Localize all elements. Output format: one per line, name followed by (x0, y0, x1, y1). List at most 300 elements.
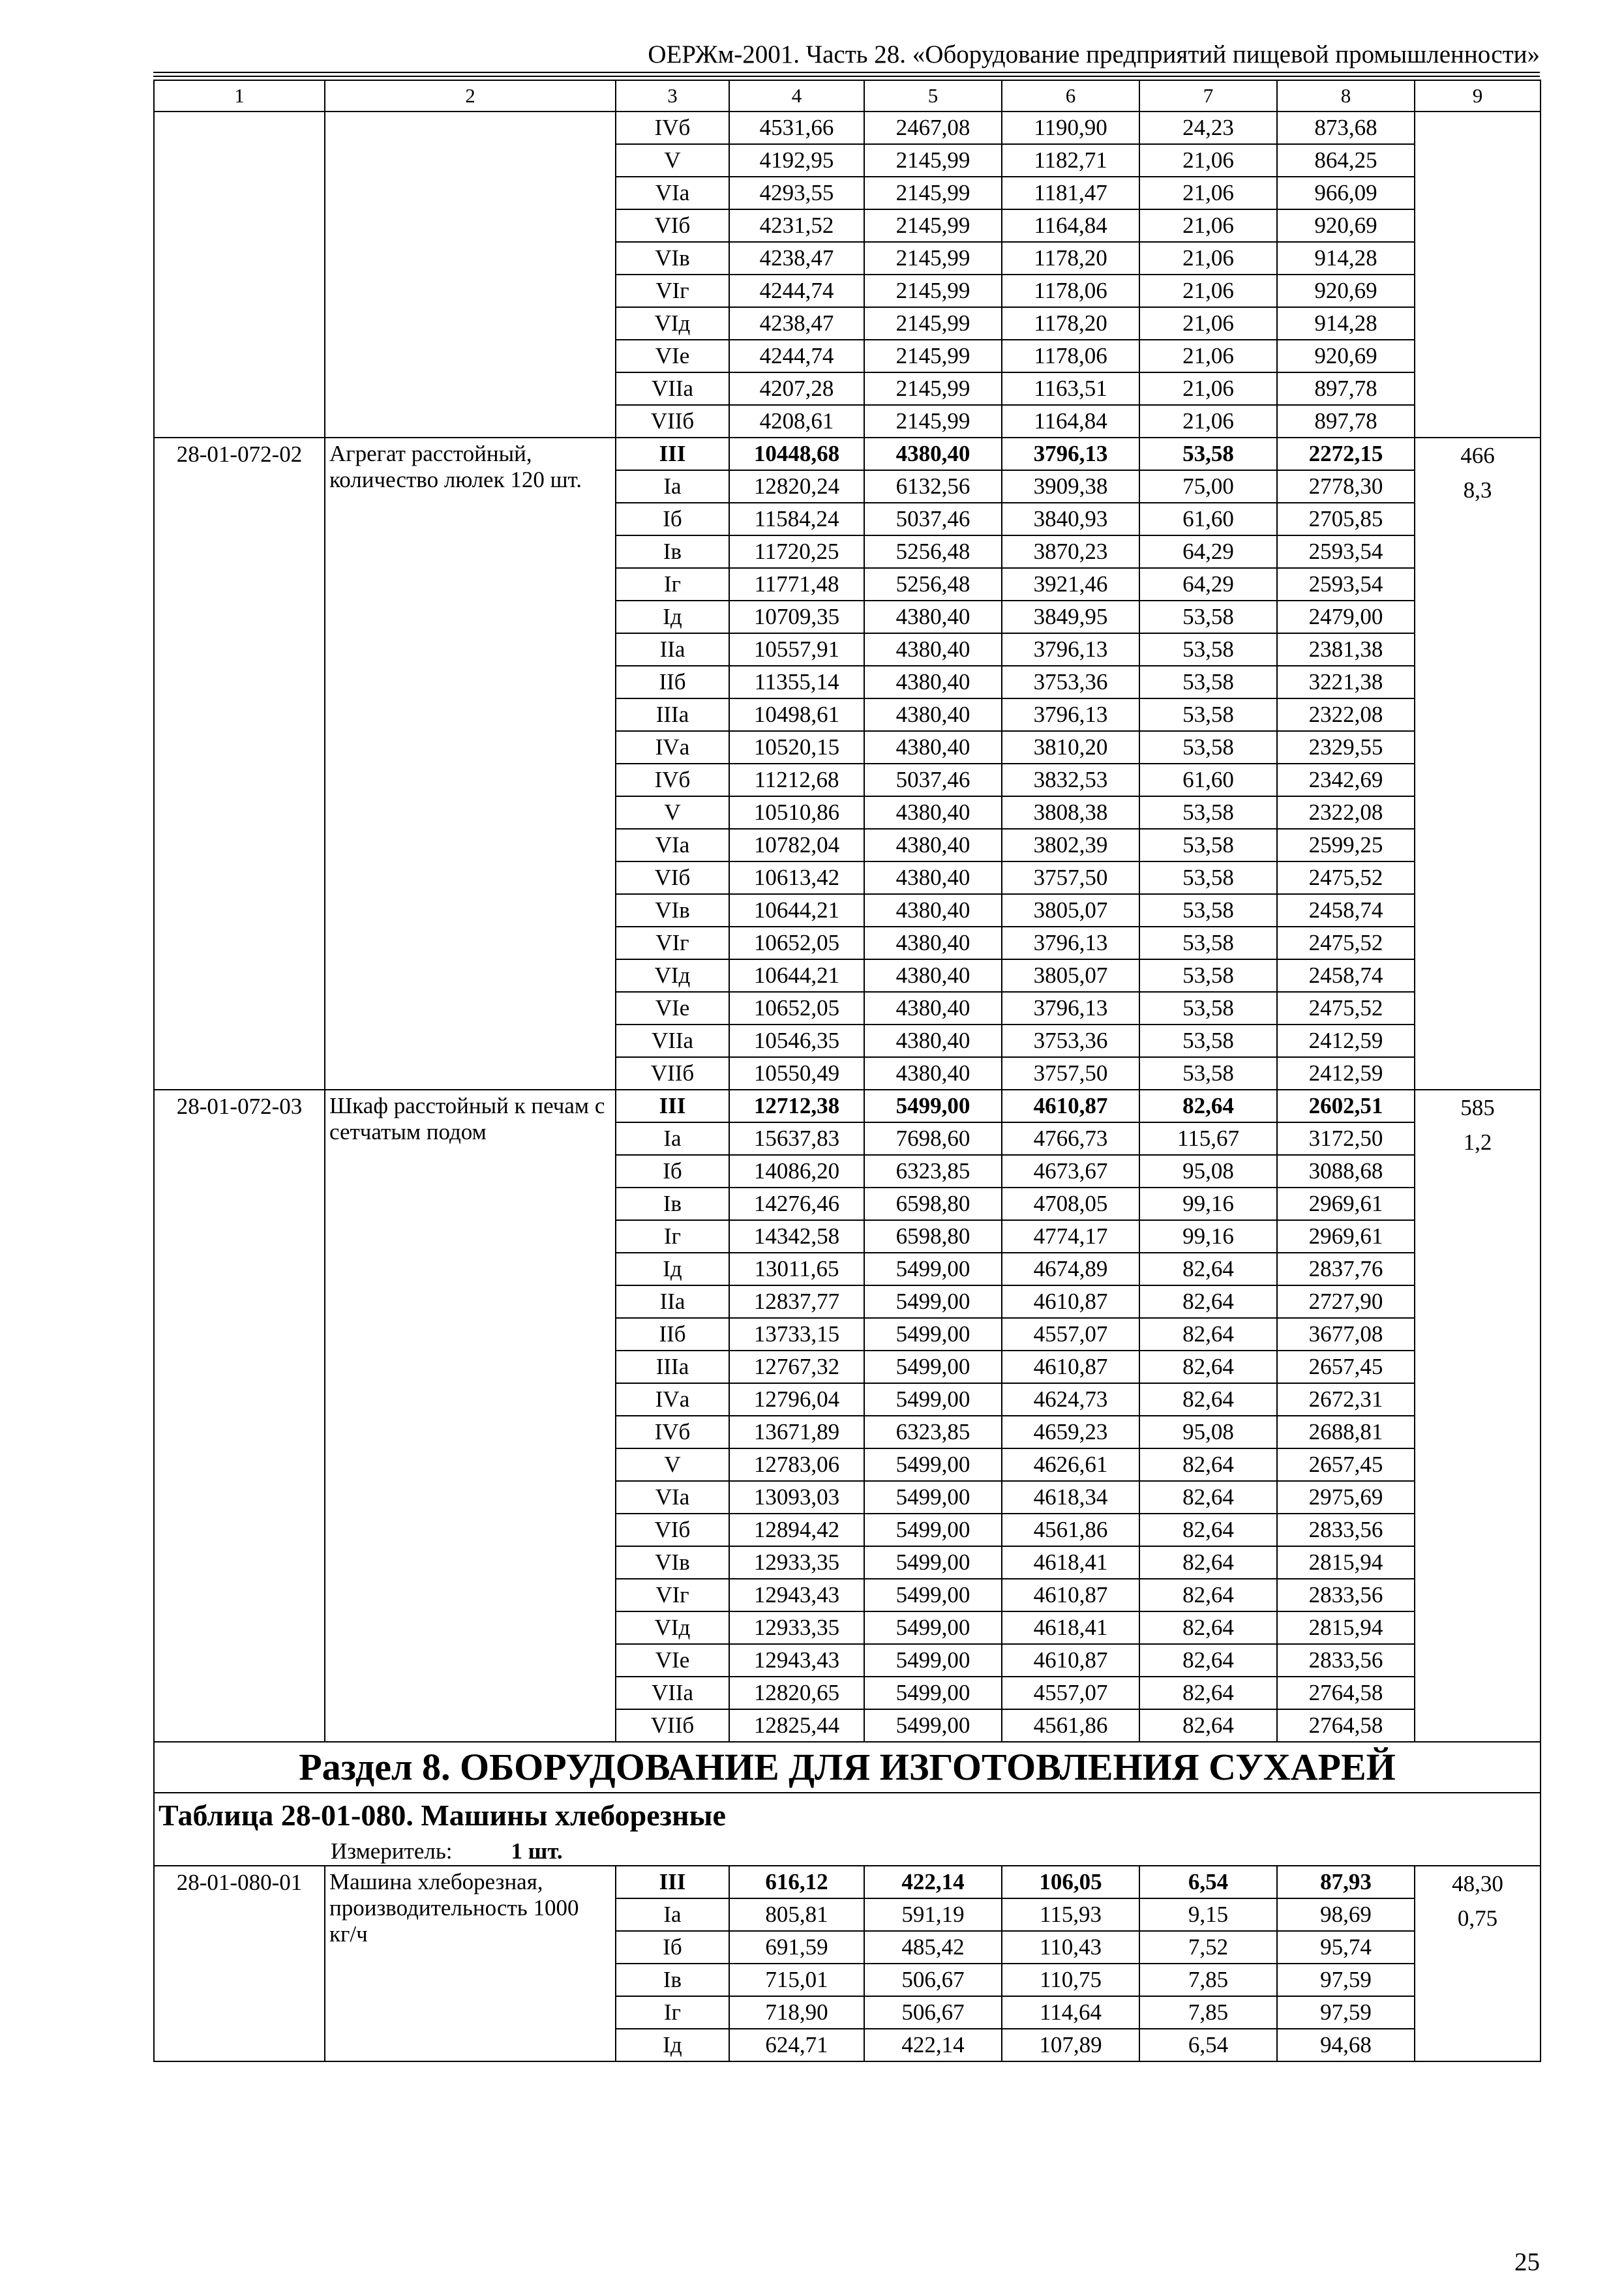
materials-cost: 2458,74 (1277, 959, 1415, 992)
region-zone: VIб (616, 1514, 729, 1546)
machine-cost: 3805,07 (1002, 894, 1139, 927)
materials-cost: 2672,31 (1277, 1383, 1415, 1416)
region-zone: VIIб (616, 405, 729, 438)
total-cost: 12933,35 (729, 1611, 864, 1644)
materials-cost: 920,69 (1277, 275, 1415, 307)
machine-cost: 4618,41 (1002, 1611, 1139, 1644)
header-rule (153, 76, 1540, 77)
total-cost: 14276,46 (729, 1188, 864, 1220)
machine-cost: 3796,13 (1002, 438, 1139, 470)
operator-wage: 115,67 (1139, 1122, 1277, 1155)
total-cost: 10546,35 (729, 1025, 864, 1057)
total-cost: 12820,65 (729, 1677, 864, 1709)
region-zone: Iг (616, 568, 729, 601)
operator-wage: 9,15 (1139, 1898, 1277, 1931)
total-cost: 10498,61 (729, 698, 864, 731)
machine-cost: 3796,13 (1002, 633, 1139, 666)
region-zone: Iд (616, 601, 729, 633)
labor-cost: 591,19 (864, 1898, 1002, 1931)
operator-wage: 21,06 (1139, 405, 1277, 438)
machine-cost: 1163,51 (1002, 372, 1139, 405)
operator-wage: 82,64 (1139, 1253, 1277, 1285)
operator-wage: 82,64 (1139, 1514, 1277, 1546)
total-cost: 12712,38 (729, 1090, 864, 1122)
total-cost: 4293,55 (729, 177, 864, 209)
total-cost: 4192,95 (729, 144, 864, 177)
materials-cost: 873,68 (1277, 112, 1415, 144)
labor-cost: 5499,00 (864, 1579, 1002, 1611)
region-zone: IIб (616, 666, 729, 698)
operator-wage: 82,64 (1139, 1351, 1277, 1383)
column-number: 5 (864, 80, 1002, 112)
total-cost: 12894,42 (729, 1514, 864, 1546)
machine-cost: 3808,38 (1002, 796, 1139, 829)
region-zone: VIг (616, 927, 729, 959)
materials-cost: 94,68 (1277, 2029, 1415, 2061)
region-zone: VIа (616, 177, 729, 209)
item-code (154, 112, 325, 438)
operator-wage: 6,54 (1139, 2029, 1277, 2061)
total-cost: 12796,04 (729, 1383, 864, 1416)
region-zone: Iа (616, 470, 729, 503)
operator-wage: 61,60 (1139, 503, 1277, 535)
machine-cost: 3805,07 (1002, 959, 1139, 992)
total-cost: 10520,15 (729, 731, 864, 764)
operator-wage: 53,58 (1139, 601, 1277, 633)
machine-cost: 1164,84 (1002, 405, 1139, 438)
machine-cost: 1178,06 (1002, 340, 1139, 372)
labor-cost: 5499,00 (864, 1709, 1002, 1742)
materials-cost: 2475,52 (1277, 992, 1415, 1025)
total-cost: 12767,32 (729, 1351, 864, 1383)
machine-cost: 4766,73 (1002, 1122, 1139, 1155)
machine-cost: 3840,93 (1002, 503, 1139, 535)
total-cost: 624,71 (729, 2029, 864, 2061)
meter-value: 1 шт. (511, 1838, 563, 1864)
operator-wage: 53,58 (1139, 829, 1277, 861)
operator-wage: 7,52 (1139, 1931, 1277, 1964)
labor-cost: 6323,85 (864, 1155, 1002, 1188)
table-body (154, 1866, 1541, 2061)
machine-cost: 1181,47 (1002, 177, 1139, 209)
column9-value: 8,3 (1463, 477, 1492, 503)
region-zone: IIа (616, 1285, 729, 1318)
operator-wage: 82,64 (1139, 1644, 1277, 1677)
region-zone: VIв (616, 894, 729, 927)
total-cost: 616,12 (729, 1866, 864, 1898)
materials-cost: 2688,81 (1277, 1416, 1415, 1448)
region-zone: IVб (616, 764, 729, 796)
materials-cost: 2593,54 (1277, 535, 1415, 568)
region-zone: VIв (616, 242, 729, 275)
materials-cost: 3172,50 (1277, 1122, 1415, 1155)
labor-cost: 5499,00 (864, 1448, 1002, 1481)
machine-cost: 107,89 (1002, 2029, 1139, 2061)
materials-cost: 2479,00 (1277, 601, 1415, 633)
total-cost: 10550,49 (729, 1057, 864, 1090)
total-cost: 10557,91 (729, 633, 864, 666)
operator-wage: 53,58 (1139, 992, 1277, 1025)
labor-cost: 5499,00 (864, 1285, 1002, 1318)
operator-wage: 53,58 (1139, 438, 1277, 470)
machine-cost: 3921,46 (1002, 568, 1139, 601)
total-cost: 691,59 (729, 1931, 864, 1964)
total-cost: 10448,68 (729, 438, 864, 470)
labor-cost: 6598,80 (864, 1188, 1002, 1220)
labor-cost: 5037,46 (864, 503, 1002, 535)
region-zone: VIIа (616, 1025, 729, 1057)
item-code: 28-01-080-01 (154, 1866, 325, 2061)
region-zone: Iб (616, 1931, 729, 1964)
operator-wage: 53,58 (1139, 796, 1277, 829)
operator-wage: 82,64 (1139, 1285, 1277, 1318)
materials-cost: 2764,58 (1277, 1709, 1415, 1742)
machine-cost: 4561,86 (1002, 1709, 1139, 1742)
region-zone: VIIб (616, 1057, 729, 1090)
region-zone: VIIб (616, 1709, 729, 1742)
machine-cost: 1164,84 (1002, 209, 1139, 242)
operator-wage: 82,64 (1139, 1383, 1277, 1416)
region-zone: VIе (616, 992, 729, 1025)
region-zone: Iа (616, 1898, 729, 1931)
labor-cost: 4380,40 (864, 861, 1002, 894)
operator-wage: 21,06 (1139, 307, 1277, 340)
materials-cost: 2705,85 (1277, 503, 1415, 535)
operator-wage: 95,08 (1139, 1416, 1277, 1448)
section-title: Раздел 8. ОБОРУДОВАНИЕ ДЛЯ ИЗГОТОВЛЕНИЯ СУХАРЕЙ (154, 1742, 1541, 1793)
machine-cost: 1178,06 (1002, 275, 1139, 307)
region-zone: IVа (616, 731, 729, 764)
total-cost: 718,90 (729, 1996, 864, 2029)
machine-cost: 3909,38 (1002, 470, 1139, 503)
operator-wage: 64,29 (1139, 568, 1277, 601)
price-table (153, 80, 1541, 2062)
operator-wage: 99,16 (1139, 1188, 1277, 1220)
total-cost: 10782,04 (729, 829, 864, 861)
equipment-mass (1415, 112, 1541, 438)
labor-cost: 5499,00 (864, 1546, 1002, 1579)
labor-cost: 2145,99 (864, 307, 1002, 340)
region-zone: Iг (616, 1220, 729, 1253)
labor-cost: 4380,40 (864, 894, 1002, 927)
labor-cost: 422,14 (864, 2029, 1002, 2061)
region-zone: V (616, 1448, 729, 1481)
table-title: Таблица 28-01-080. Машины хлеборезные (154, 1793, 1541, 1837)
region-zone: Iг (616, 1996, 729, 2029)
machine-cost: 4557,07 (1002, 1318, 1139, 1351)
machine-cost: 1178,20 (1002, 307, 1139, 340)
operator-wage: 21,06 (1139, 340, 1277, 372)
machine-cost: 4624,73 (1002, 1383, 1139, 1416)
materials-cost: 2602,51 (1277, 1090, 1415, 1122)
machine-cost: 4673,67 (1002, 1155, 1139, 1188)
region-zone: VIг (616, 1579, 729, 1611)
materials-cost: 914,28 (1277, 242, 1415, 275)
region-zone: IIIа (616, 698, 729, 731)
page-number: 25 (1514, 2248, 1540, 2276)
operator-wage: 53,58 (1139, 731, 1277, 764)
table-row (154, 438, 1541, 470)
labor-cost: 5499,00 (864, 1481, 1002, 1514)
machine-cost: 1190,90 (1002, 112, 1139, 144)
total-cost: 11771,48 (729, 568, 864, 601)
item-description (325, 112, 616, 438)
machine-cost: 4708,05 (1002, 1188, 1139, 1220)
materials-cost: 2657,45 (1277, 1351, 1415, 1383)
materials-cost: 2272,15 (1277, 438, 1415, 470)
total-cost: 11212,68 (729, 764, 864, 796)
materials-cost: 98,69 (1277, 1898, 1415, 1931)
total-cost: 11720,25 (729, 535, 864, 568)
materials-cost: 97,59 (1277, 1964, 1415, 1996)
labor-cost: 485,42 (864, 1931, 1002, 1964)
materials-cost: 897,78 (1277, 405, 1415, 438)
machine-cost: 3753,36 (1002, 1025, 1139, 1057)
total-cost: 12943,43 (729, 1579, 864, 1611)
materials-cost: 897,78 (1277, 372, 1415, 405)
materials-cost: 2833,56 (1277, 1644, 1415, 1677)
region-zone: Iд (616, 1253, 729, 1285)
machine-cost: 4557,07 (1002, 1677, 1139, 1709)
labor-cost: 5499,00 (864, 1253, 1002, 1285)
machine-cost: 4659,23 (1002, 1416, 1139, 1448)
region-zone: IVа (616, 1383, 729, 1416)
operator-wage: 7,85 (1139, 1996, 1277, 2029)
section-heading-row (154, 1742, 1541, 1793)
section-block (154, 1742, 1541, 1866)
total-cost: 4238,47 (729, 242, 864, 275)
region-zone: III (616, 438, 729, 470)
table-title-row (154, 1793, 1541, 1837)
labor-cost: 5499,00 (864, 1318, 1002, 1351)
column-number: 7 (1139, 80, 1277, 112)
machine-cost: 3757,50 (1002, 861, 1139, 894)
column-number: 1 (154, 80, 325, 112)
total-cost: 4231,52 (729, 209, 864, 242)
machine-cost: 1178,20 (1002, 242, 1139, 275)
total-cost: 10652,05 (729, 927, 864, 959)
region-zone: VIа (616, 1481, 729, 1514)
total-cost: 715,01 (729, 1964, 864, 1996)
table-row (154, 1866, 1541, 1898)
total-cost: 4208,61 (729, 405, 864, 438)
labor-cost: 4380,40 (864, 731, 1002, 764)
machine-cost: 4561,86 (1002, 1514, 1139, 1546)
operator-wage: 99,16 (1139, 1220, 1277, 1253)
column-numbers-row (154, 80, 1541, 112)
machine-cost: 4610,87 (1002, 1090, 1139, 1122)
region-zone: Iб (616, 1155, 729, 1188)
operator-wage: 82,64 (1139, 1546, 1277, 1579)
operator-wage: 82,64 (1139, 1677, 1277, 1709)
materials-cost: 2412,59 (1277, 1025, 1415, 1057)
region-zone: IIа (616, 633, 729, 666)
total-cost: 10644,21 (729, 959, 864, 992)
total-cost: 11584,24 (729, 503, 864, 535)
materials-cost: 2764,58 (1277, 1677, 1415, 1709)
operator-wage: 82,64 (1139, 1709, 1277, 1742)
operator-wage: 82,64 (1139, 1579, 1277, 1611)
header-rule (153, 72, 1540, 73)
operator-wage: 82,64 (1139, 1448, 1277, 1481)
item-description: Шкаф расстойный к печам с сетчатым подом (325, 1090, 616, 1742)
item-description: Машина хлеборезная, производительность 1000 кг/ч (325, 1866, 616, 2061)
materials-cost: 2412,59 (1277, 1057, 1415, 1090)
total-cost: 14086,20 (729, 1155, 864, 1188)
labor-cost: 4380,40 (864, 438, 1002, 470)
labor-cost: 6323,85 (864, 1416, 1002, 1448)
machine-cost: 3832,53 (1002, 764, 1139, 796)
machine-cost: 3870,23 (1002, 535, 1139, 568)
column9-value: 466 (1460, 443, 1495, 468)
total-cost: 13011,65 (729, 1253, 864, 1285)
column-number: 8 (1277, 80, 1415, 112)
machine-cost: 110,43 (1002, 1931, 1139, 1964)
labor-cost: 2145,99 (864, 242, 1002, 275)
labor-cost: 506,67 (864, 1996, 1002, 2029)
labor-cost: 5499,00 (864, 1644, 1002, 1677)
materials-cost: 2969,61 (1277, 1188, 1415, 1220)
materials-cost: 966,09 (1277, 177, 1415, 209)
materials-cost: 920,69 (1277, 340, 1415, 372)
materials-cost: 2381,38 (1277, 633, 1415, 666)
total-cost: 4244,74 (729, 275, 864, 307)
machine-cost: 115,93 (1002, 1898, 1139, 1931)
total-cost: 10644,21 (729, 894, 864, 927)
region-zone: VIг (616, 275, 729, 307)
region-zone: VIе (616, 1644, 729, 1677)
total-cost: 10709,35 (729, 601, 864, 633)
column-number: 2 (325, 80, 616, 112)
column-number: 3 (616, 80, 729, 112)
materials-cost: 2815,94 (1277, 1546, 1415, 1579)
operator-wage: 21,06 (1139, 209, 1277, 242)
machine-cost: 4774,17 (1002, 1220, 1139, 1253)
labor-cost: 4380,40 (864, 796, 1002, 829)
operator-wage: 21,06 (1139, 275, 1277, 307)
column-number: 6 (1002, 80, 1139, 112)
column9-value: 585 (1460, 1095, 1495, 1120)
table-row (154, 1090, 1541, 1122)
labor-cost: 4380,40 (864, 698, 1002, 731)
operator-wage: 61,60 (1139, 764, 1277, 796)
operator-wage: 53,58 (1139, 633, 1277, 666)
region-zone: VIб (616, 209, 729, 242)
labor-cost: 2145,99 (864, 177, 1002, 209)
meter-label: Измеритель: (331, 1838, 453, 1864)
region-zone: VIд (616, 959, 729, 992)
labor-cost: 5256,48 (864, 568, 1002, 601)
region-zone: VIIа (616, 1677, 729, 1709)
region-zone: Iв (616, 1188, 729, 1220)
column9-value: 0,75 (1457, 1906, 1498, 1931)
machine-cost: 3757,50 (1002, 1057, 1139, 1090)
machine-cost: 1182,71 (1002, 144, 1139, 177)
machine-cost: 4674,89 (1002, 1253, 1139, 1285)
equipment-mass (1415, 438, 1541, 1090)
labor-cost: 5499,00 (864, 1383, 1002, 1416)
machine-cost: 4610,87 (1002, 1579, 1139, 1611)
operator-wage: 95,08 (1139, 1155, 1277, 1188)
materials-cost: 3088,68 (1277, 1155, 1415, 1188)
machine-cost: 3796,13 (1002, 992, 1139, 1025)
materials-cost: 2593,54 (1277, 568, 1415, 601)
labor-cost: 4380,40 (864, 1057, 1002, 1090)
labor-cost: 5499,00 (864, 1514, 1002, 1546)
region-zone: Iд (616, 2029, 729, 2061)
machine-cost: 3753,36 (1002, 666, 1139, 698)
labor-cost: 506,67 (864, 1964, 1002, 1996)
operator-wage: 24,23 (1139, 112, 1277, 144)
machine-cost: 4626,61 (1002, 1448, 1139, 1481)
operator-wage: 53,58 (1139, 861, 1277, 894)
materials-cost: 2329,55 (1277, 731, 1415, 764)
total-cost: 12943,43 (729, 1644, 864, 1677)
labor-cost: 5256,48 (864, 535, 1002, 568)
operator-wage: 53,58 (1139, 927, 1277, 959)
region-zone: VIв (616, 1546, 729, 1579)
labor-cost: 2467,08 (864, 112, 1002, 144)
column-number: 4 (729, 80, 864, 112)
machine-cost: 110,75 (1002, 1964, 1139, 1996)
materials-cost: 2475,52 (1277, 861, 1415, 894)
materials-cost: 920,69 (1277, 209, 1415, 242)
total-cost: 11355,14 (729, 666, 864, 698)
operator-wage: 21,06 (1139, 372, 1277, 405)
item-description: Агрегат расстойный, количество люлек 120 шт. (325, 438, 616, 1090)
column9-value: 48,30 (1452, 1871, 1503, 1896)
materials-cost: 2975,69 (1277, 1481, 1415, 1514)
machine-cost: 4618,41 (1002, 1546, 1139, 1579)
total-cost: 12933,35 (729, 1546, 864, 1579)
region-zone: V (616, 796, 729, 829)
region-zone: VIд (616, 1611, 729, 1644)
materials-cost: 3677,08 (1277, 1318, 1415, 1351)
region-zone: IIIа (616, 1351, 729, 1383)
materials-cost: 2458,74 (1277, 894, 1415, 927)
meter-row (154, 1837, 1541, 1866)
total-cost: 13093,03 (729, 1481, 864, 1514)
operator-wage: 82,64 (1139, 1090, 1277, 1122)
labor-cost: 6132,56 (864, 470, 1002, 503)
total-cost: 805,81 (729, 1898, 864, 1931)
region-zone: V (616, 144, 729, 177)
meter (154, 1837, 1541, 1866)
operator-wage: 21,06 (1139, 144, 1277, 177)
total-cost: 12825,44 (729, 1709, 864, 1742)
total-cost: 13671,89 (729, 1416, 864, 1448)
materials-cost: 2727,90 (1277, 1285, 1415, 1318)
labor-cost: 4380,40 (864, 666, 1002, 698)
labor-cost: 5037,46 (864, 764, 1002, 796)
region-zone: IVб (616, 1416, 729, 1448)
labor-cost: 4380,40 (864, 633, 1002, 666)
operator-wage: 21,06 (1139, 242, 1277, 275)
operator-wage: 53,58 (1139, 959, 1277, 992)
region-zone: Iв (616, 535, 729, 568)
total-cost: 10613,42 (729, 861, 864, 894)
operator-wage: 82,64 (1139, 1611, 1277, 1644)
total-cost: 12820,24 (729, 470, 864, 503)
machine-cost: 3796,13 (1002, 698, 1139, 731)
labor-cost: 6598,80 (864, 1220, 1002, 1253)
machine-cost: 114,64 (1002, 1996, 1139, 2029)
materials-cost: 914,28 (1277, 307, 1415, 340)
region-zone: IVб (616, 112, 729, 144)
total-cost: 12783,06 (729, 1448, 864, 1481)
machine-cost: 3849,95 (1002, 601, 1139, 633)
region-zone: III (616, 1090, 729, 1122)
